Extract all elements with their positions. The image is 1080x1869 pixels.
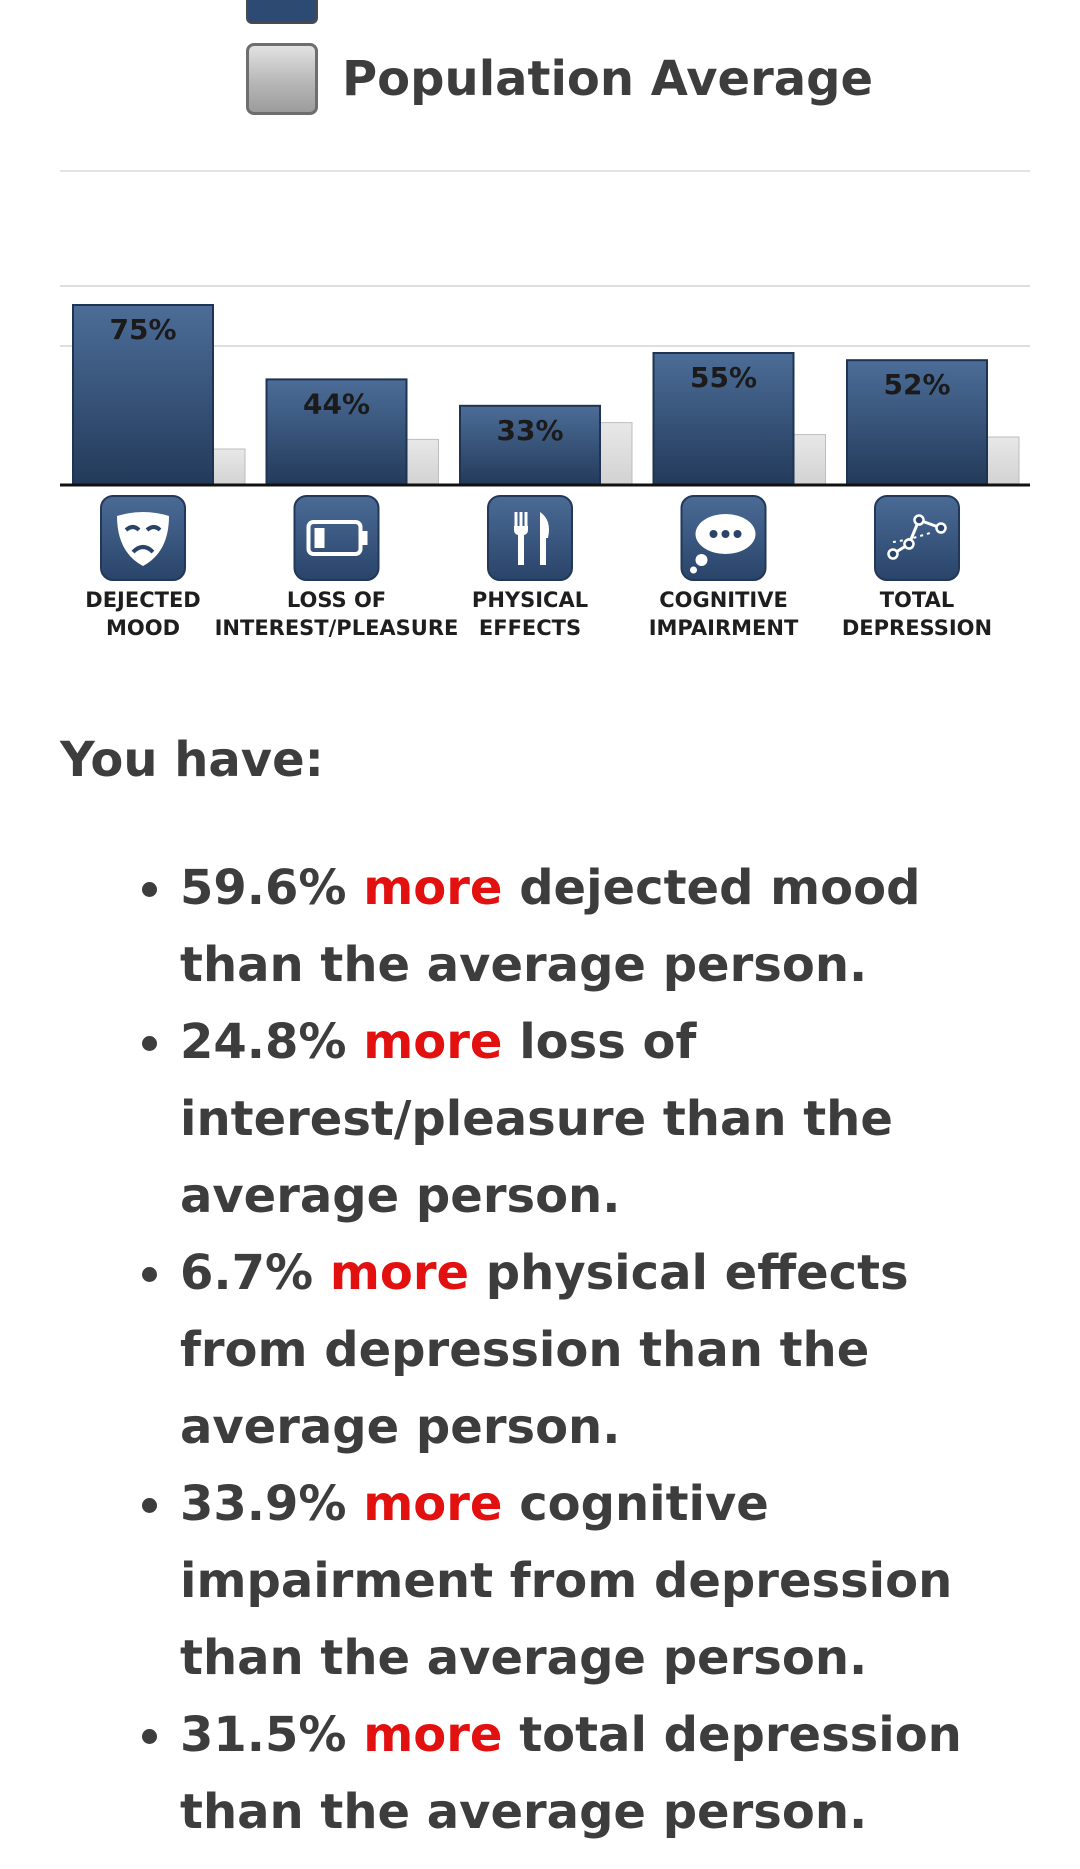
category-label: IMPAIRMENT: [648, 616, 799, 640]
bar-value-label: 33%: [496, 413, 564, 447]
low-battery-icon: [295, 496, 379, 580]
finding-item: [180, 1466, 1040, 1697]
legend-swatch-population-average: [246, 43, 318, 115]
category-label: EFFECTS: [478, 616, 582, 640]
population-bar: [985, 437, 1019, 485]
bar-chart: [0, 230, 1080, 650]
finding-percent: 33.9%: [180, 1476, 347, 1532]
finding-item: [180, 1004, 1040, 1235]
category-label: COGNITIVE: [659, 588, 788, 612]
thought-bubble-icon: [682, 496, 766, 580]
finding-more-word: more: [363, 1014, 503, 1070]
finding-item: [180, 1697, 1040, 1851]
finding-text: total depression than the average person.: [180, 1707, 962, 1840]
population-bar: [211, 449, 245, 485]
category-labels: [85, 588, 992, 640]
finding-more-word: more: [329, 1245, 470, 1301]
finding-text: cognitive impairment from depression than the average person.: [180, 1476, 953, 1686]
category-label: DEPRESSION: [841, 616, 993, 640]
finding-percent: 24.8%: [180, 1014, 347, 1070]
bar-value-label: 52%: [883, 368, 951, 402]
bar-value-label: 44%: [302, 387, 371, 421]
finding-more-word: more: [363, 1476, 503, 1532]
summary-heading: You have:: [60, 732, 324, 788]
finding-item: [180, 850, 1040, 1004]
legend-item-population-average: [246, 42, 873, 116]
findings-list: [180, 850, 1040, 1851]
category-label: INTEREST/PLEASURE: [214, 616, 459, 640]
finding-percent: 31.5%: [180, 1707, 347, 1763]
bar-value-label: 55%: [689, 361, 758, 394]
bar-value-labels: [109, 313, 950, 447]
category-label: TOTAL: [879, 588, 955, 612]
finding-more-word: more: [363, 1707, 503, 1763]
separator-line: [60, 170, 1030, 172]
bar-value-label: 75%: [109, 313, 177, 346]
finding-item: [180, 1235, 1040, 1466]
population-bar: [598, 423, 632, 485]
finding-percent: 6.7%: [180, 1245, 314, 1301]
finding-more-word: more: [363, 860, 503, 916]
category-label: DEJECTED: [85, 588, 201, 612]
category-icons: [101, 496, 959, 580]
finding-percent: 59.6%: [180, 860, 347, 916]
bars: [73, 305, 1019, 485]
line-graph-icon: [875, 496, 959, 580]
finding-text: dejected mood than the average person.: [180, 860, 921, 993]
category-label: MOOD: [105, 616, 181, 640]
category-label: LOSS OF: [286, 588, 387, 612]
fork-knife-icon: [488, 496, 572, 580]
finding-text: physical effects from depression than the average person.: [180, 1245, 909, 1455]
category-label: PHYSICAL: [471, 588, 589, 612]
finding-text: loss of interest/pleasure than the average person.: [180, 1014, 893, 1224]
legend-swatch-user-partial: [246, 0, 318, 24]
population-bar: [405, 439, 439, 485]
legend-label-population-average: Population Average: [342, 51, 874, 107]
population-bar: [792, 435, 826, 485]
theater-mask-icon: [101, 496, 185, 580]
